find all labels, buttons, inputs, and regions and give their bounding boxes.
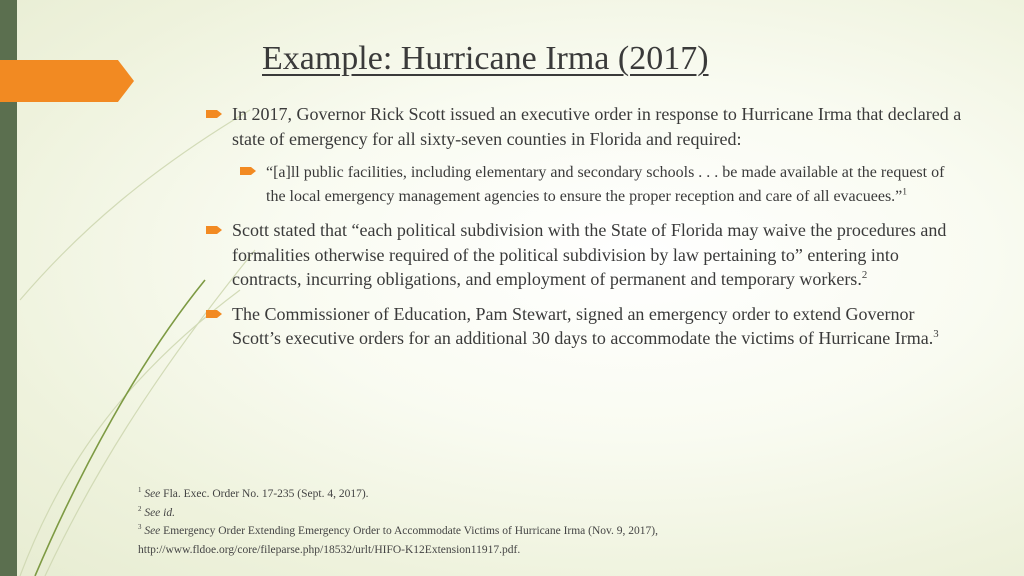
orange-arrow-accent [0, 60, 134, 102]
bullet-item-1 [204, 102, 964, 151]
arrow-bullet-icon [206, 225, 222, 235]
footnote-number: 1 [138, 487, 142, 495]
arrow-bullet-icon [206, 309, 222, 319]
footnote-url: http://www.fldoe.org/core/fileparse.php/18532/urlt/HIFO-K12Extension11917.pdf. [138, 543, 521, 556]
footnote-ref-2: 2 [861, 269, 868, 281]
footnote-ref-3: 3 [933, 328, 939, 340]
footnote-text: Fla. Exec. Order No. 17-235 (Sept. 4, 2017). [160, 488, 369, 500]
footnote-3-url [138, 541, 898, 560]
footnote-3 [138, 522, 898, 541]
footnote-signal: See [144, 525, 161, 537]
footnote-ref-1: 1 [902, 186, 908, 198]
sub-bullet-text: “[a]ll public facilities, including elementary and secondary schools . . . be made available at the request of the local emergency management agencies to ensure the proper reception and care of all evacuees.” [266, 164, 945, 205]
footnote-text: Emergency Order Extending Emergency Order to Accommodate Victims of Hurricane Irma (Nov. 9, 2017), [160, 525, 658, 537]
footnote-2 [138, 504, 898, 523]
bullet-text-2: Scott stated that “each political subdivision with the State of Florida may waive the procedures and formalities otherwise required of the political subdivision by law pertaining to” entering into contracts, incurring obligations, and employment of permanent and temporary workers. [232, 220, 947, 289]
footnotes [138, 485, 898, 559]
slide-title: Example: Hurricane Irma (2017) [262, 40, 709, 77]
footnote-signal: See [144, 488, 161, 500]
footnote-1 [138, 485, 898, 504]
arrow-bullet-icon [240, 166, 256, 176]
bullet-item-3 [204, 302, 964, 351]
sub-bullet-item [238, 161, 964, 208]
footnote-signal: See id. [144, 506, 175, 519]
footnote-number: 3 [138, 524, 142, 532]
footnote-number: 2 [138, 505, 142, 513]
arrow-bullet-icon [206, 109, 222, 119]
bullet-text-3: The Commissioner of Education, Pam Stewart, signed an emergency order to extend Governor Scott’s executive orders for an additional 30 days to accommodate the victims of Hurricane Irma. [232, 303, 934, 348]
bullet-text-1: In 2017, Governor Rick Scott issued an executive order in response to Hurricane Irma that declared a state of emergency for all sixty-seven counties in Florida and required: [232, 104, 962, 149]
slide-content [204, 102, 964, 361]
bullet-item-2 [204, 218, 964, 292]
